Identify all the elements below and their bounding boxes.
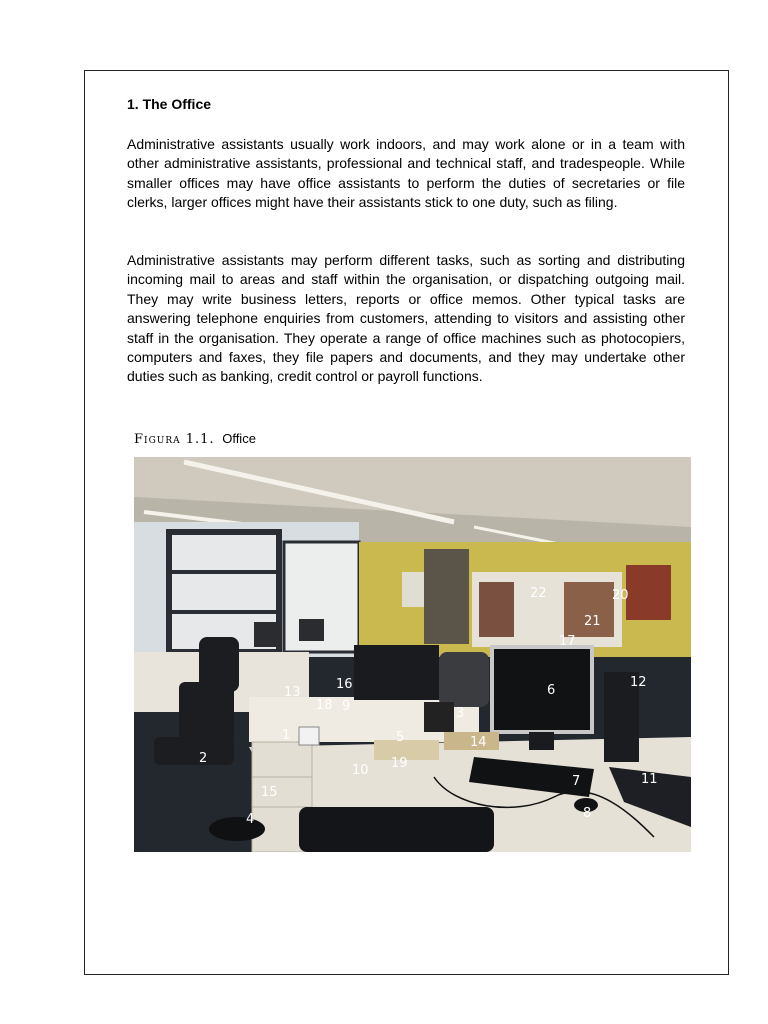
figure-caption-text: Office: [222, 431, 256, 446]
callout-5: 5: [396, 730, 405, 745]
monitor-center: [354, 645, 439, 700]
doorway: [424, 549, 469, 644]
wall-poster: [626, 565, 671, 620]
callout-17: 17: [559, 634, 576, 649]
paragraph-1: Administrative assistants usually work indoors, and may work alone or in a team with other administrative assistants, professional and technical staff, and tradespeople. While smaller offices may have office assistants to perform the duties of secretaries or file clerks, larger offices might have their assistants stick to one duty, such as filing.: [127, 136, 685, 211]
callout-16: 16: [336, 677, 353, 692]
callout-2: 2: [199, 751, 208, 766]
callout-14: 14: [470, 735, 487, 750]
section-title: 1. The Office: [127, 96, 212, 112]
callout-9: 9: [342, 699, 351, 714]
callout-18: 18: [316, 698, 333, 713]
office-photo-illustration: [134, 457, 691, 852]
office-photo: [134, 457, 691, 852]
callout-12: 12: [630, 675, 647, 690]
callout-6: 6: [547, 683, 556, 698]
chair-back: [439, 652, 489, 707]
telephone: [424, 702, 454, 732]
callout-21: 21: [584, 614, 601, 629]
figure-label: Figura 1.1.: [134, 432, 215, 447]
clock: [299, 727, 319, 745]
chair-front: [299, 807, 494, 852]
monitor-back: [254, 622, 282, 647]
callout-15: 15: [261, 785, 278, 800]
callout-13: 13: [284, 685, 301, 700]
callout-20: 20: [612, 588, 629, 603]
figure-caption: [134, 431, 256, 447]
callout-22: 22: [530, 586, 547, 601]
callout-10: 10: [352, 763, 369, 778]
callout-1: 1: [282, 728, 291, 743]
callout-4: 4: [246, 812, 255, 827]
poster: [402, 572, 424, 607]
callout-8: 8: [583, 806, 592, 821]
callout-19: 19: [391, 756, 408, 771]
callout-3: 3: [456, 706, 465, 721]
trash-bin: [209, 817, 265, 841]
callout-7: 7: [572, 774, 581, 789]
callout-11: 11: [641, 772, 658, 787]
monitor-main: [492, 647, 592, 732]
paragraph-2: Administrative assistants may perform different tasks, such as sorting and distributing incoming mail to areas and staff within the organisation, or dispatching outgoing mail. They may write business letters, reports or office memos. Other typical tasks are answering telephone enquiries from customers, attending to visitors and assisting other staff in the organisation. They operate a range of office machines such as photocopiers, computers and faxes, they file papers and documents, and they may undertake other duties such as banking, credit control or payroll functions.: [127, 252, 685, 385]
